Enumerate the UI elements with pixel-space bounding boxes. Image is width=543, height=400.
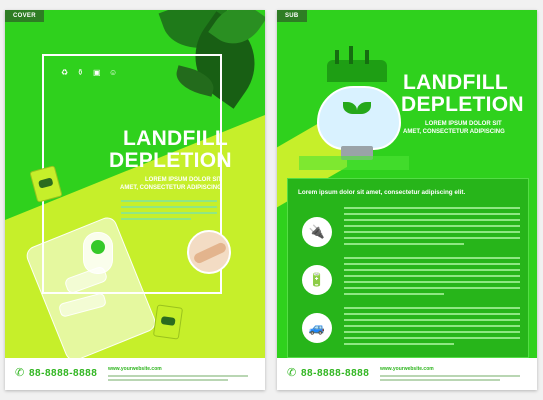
recycle-icon: ♻ [61, 68, 69, 77]
cover-title [109, 127, 232, 172]
box-icon: ▣ [93, 68, 101, 77]
sub-phone: 88-8888-8888 [301, 368, 370, 379]
sub-title [403, 72, 524, 116]
panel-heading: Lorem ipsum dolor sit amet, consectetur adipiscing elit. [298, 189, 466, 196]
sub-subtitle [403, 120, 505, 136]
cover-website: www.yourwebsite.com [108, 366, 162, 372]
sub-title-line2: DEPLETION [401, 93, 524, 116]
person-icon: ☺ [109, 68, 118, 77]
car-icon: 🚙 [302, 313, 332, 343]
green-can-image-2 [153, 304, 183, 339]
battery-icon: 🔋 [302, 265, 332, 295]
cover-title-line1: LANDFILL [123, 127, 229, 150]
cover-subtitle-line1: LOREM IPSUM DOLOR SIT [145, 177, 222, 183]
sub-website: www.yourwebsite.com [380, 366, 434, 372]
cover-fine-print [108, 373, 258, 381]
bottle-icon: ⚱ [77, 68, 84, 77]
phone-icon: ✆ [15, 367, 25, 379]
sub-page [277, 10, 537, 390]
content-panel [287, 178, 529, 358]
sub-subtitle-line1: LOREM IPSUM DOLOR SIT [425, 121, 502, 127]
bottle-cap [91, 240, 105, 254]
sub-fine-print [380, 373, 530, 381]
cover-phone: 88-8888-8888 [29, 368, 98, 379]
cover-subtitle [120, 176, 222, 192]
cover-subtitle-line2: AMET, CONSECTETUR ADIPISCING [120, 185, 222, 191]
sub-tag: SUB [277, 10, 307, 22]
plug-icon: 🔌 [302, 217, 332, 247]
cover-title-line2: DEPLETION [109, 149, 232, 172]
cover-page [5, 10, 265, 390]
hand-photo [187, 230, 231, 274]
sub-footer [277, 358, 537, 390]
sub-subtitle-line2: AMET, CONSECTETUR ADIPISCING [403, 129, 505, 135]
phone-icon: ✆ [287, 367, 297, 379]
cover-footer [5, 358, 265, 390]
sub-title-line1: LANDFILL [403, 71, 509, 94]
cover-tag: COVER [5, 10, 44, 22]
